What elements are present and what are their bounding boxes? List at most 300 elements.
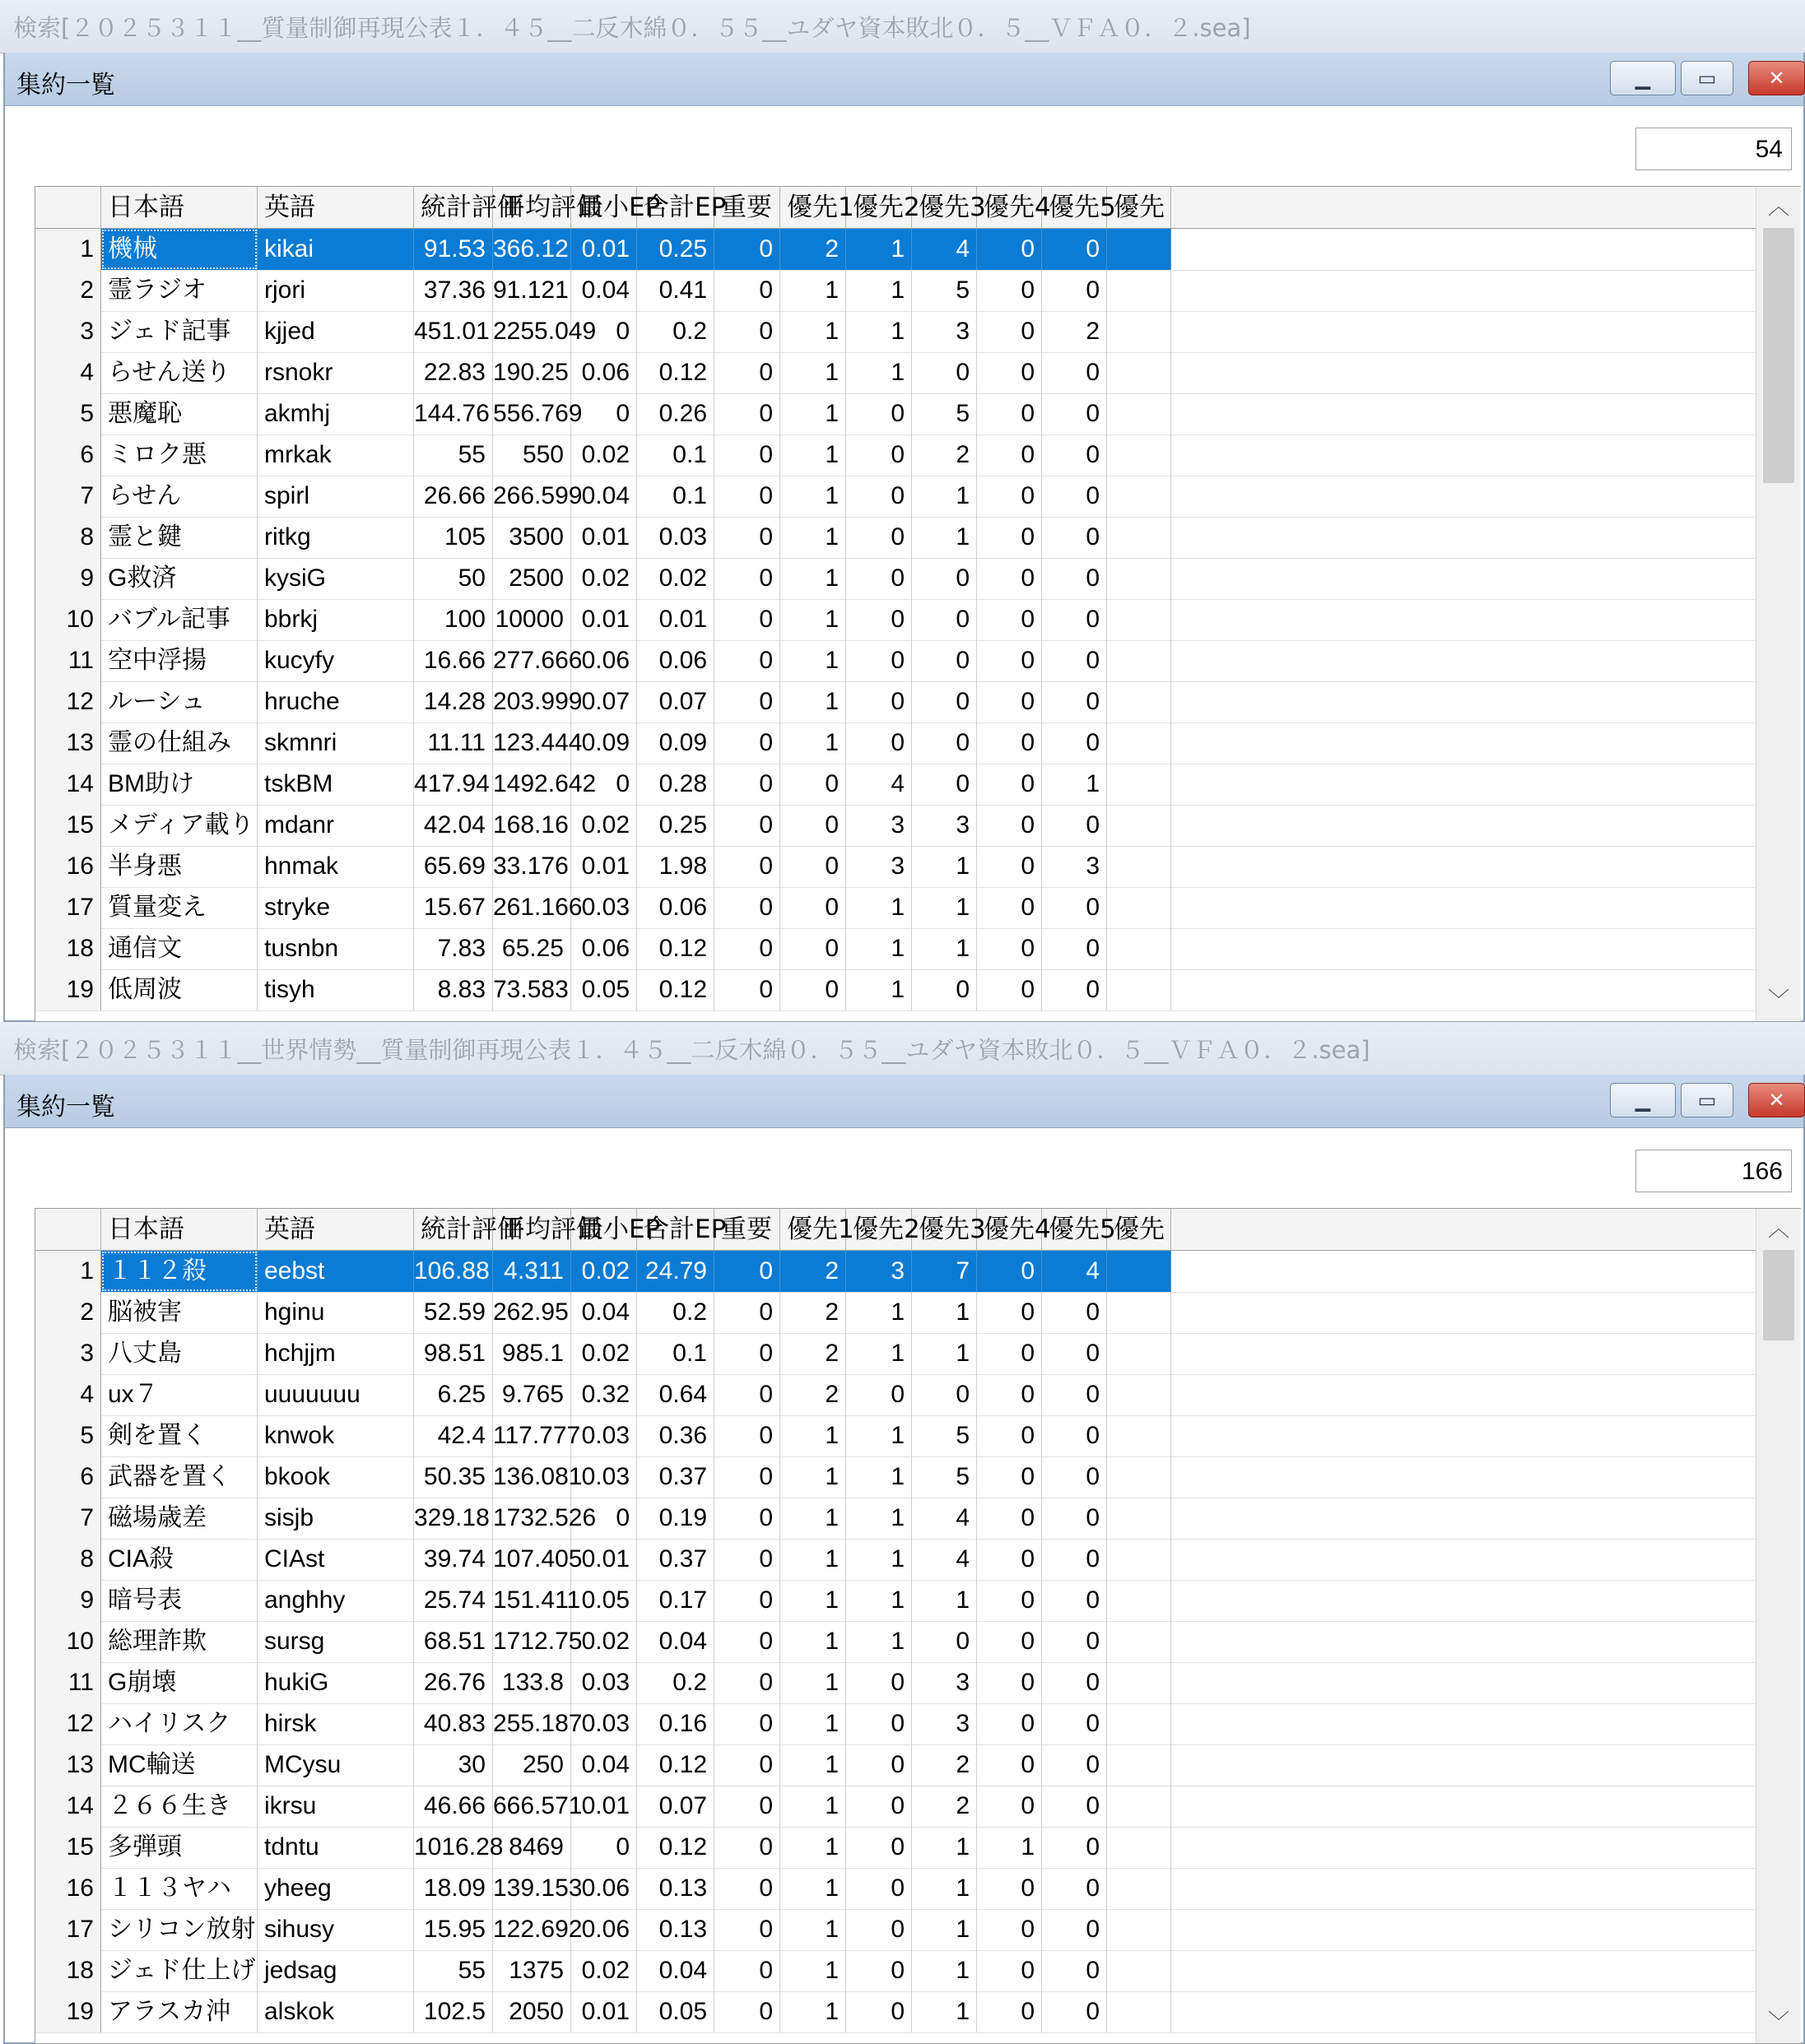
table-cell[interactable]: 0.01 xyxy=(571,1539,637,1580)
table-cell[interactable]: 0 xyxy=(1042,434,1107,476)
table-cell[interactable]: 0.02 xyxy=(571,1950,637,1991)
table-cell[interactable]: 0 xyxy=(714,1580,780,1621)
table-cell[interactable]: 0.03 xyxy=(571,887,637,928)
table-cell[interactable]: 3500 xyxy=(493,517,571,558)
table-cell[interactable]: 550 xyxy=(493,434,571,476)
table-cell[interactable]: 0.02 xyxy=(571,1251,637,1292)
table-cell[interactable]: sisjb xyxy=(258,1498,414,1539)
table-row[interactable] xyxy=(35,393,1756,435)
table-cell[interactable]: 0 xyxy=(714,229,780,270)
table-cell[interactable]: 0 xyxy=(1042,1374,1107,1415)
table-cell[interactable]: 1 xyxy=(846,1333,912,1374)
table-cell[interactable] xyxy=(1107,1415,1171,1456)
table-cell[interactable]: 4 xyxy=(912,1498,977,1539)
table-cell[interactable]: 0.06 xyxy=(571,640,637,681)
table-cell[interactable]: 203.999 xyxy=(493,681,571,722)
table-cell[interactable]: 105 xyxy=(414,517,493,558)
table-cell[interactable] xyxy=(1107,517,1171,558)
table-cell[interactable]: 106.88 xyxy=(414,1251,493,1292)
table-row[interactable] xyxy=(35,599,1756,641)
table-cell[interactable]: 0 xyxy=(571,393,637,434)
table-cell[interactable]: ジェド仕上げ xyxy=(101,1950,258,1991)
table-cell[interactable]: alskok xyxy=(258,1991,414,2032)
table-row[interactable] xyxy=(35,846,1756,888)
table-cell[interactable]: 0 xyxy=(571,764,637,805)
table-cell[interactable] xyxy=(1107,1539,1171,1580)
table-cell[interactable]: 0 xyxy=(1042,1827,1107,1868)
table-cell[interactable]: 0 xyxy=(977,1909,1042,1950)
table-cell[interactable]: 123.444 xyxy=(493,722,571,764)
table-cell[interactable]: 40.83 xyxy=(414,1703,493,1744)
table-cell[interactable]: 14.28 xyxy=(414,681,493,722)
table-cell[interactable]: 0.03 xyxy=(571,1662,637,1703)
table-cell[interactable]: 8.83 xyxy=(414,969,493,1010)
table-cell[interactable]: 0 xyxy=(714,764,780,805)
table-cell[interactable]: 0.12 xyxy=(637,928,714,969)
table-cell[interactable]: 266.599 xyxy=(493,476,571,517)
table-cell[interactable]: 0.12 xyxy=(637,352,714,393)
table-cell[interactable]: 22.83 xyxy=(414,352,493,393)
table-cell[interactable]: 1 xyxy=(780,1498,846,1539)
table-cell[interactable]: 0.02 xyxy=(571,558,637,599)
table-cell[interactable]: 0 xyxy=(714,558,780,599)
table-cell[interactable]: 68.51 xyxy=(414,1621,493,1662)
table-cell[interactable]: 0 xyxy=(846,1786,912,1827)
table-cell[interactable]: 50.35 xyxy=(414,1456,493,1498)
table-cell[interactable]: 1 xyxy=(912,1909,977,1950)
table-cell[interactable]: 1 xyxy=(780,1909,846,1950)
table-cell[interactable]: tskBM xyxy=(258,764,414,805)
record-count-field[interactable]: 54 xyxy=(1635,128,1792,170)
column-header[interactable]: 優先4 xyxy=(977,187,1042,228)
table-cell[interactable]: 0.12 xyxy=(637,969,714,1010)
column-header[interactable]: 優先 xyxy=(1107,187,1171,228)
table-cell[interactable]: 0 xyxy=(714,352,780,393)
table-cell[interactable]: 0 xyxy=(1042,1415,1107,1456)
table-cell[interactable]: 556.769 xyxy=(493,393,571,434)
table-cell[interactable]: 1 xyxy=(912,1580,977,1621)
table-cell[interactable]: CIAst xyxy=(258,1539,414,1580)
table-cell[interactable]: 133.8 xyxy=(493,1662,571,1703)
table-cell[interactable]: 1 xyxy=(780,1580,846,1621)
table-row[interactable] xyxy=(35,1415,1756,1457)
table-cell[interactable]: 168.16 xyxy=(493,805,571,846)
table-cell[interactable]: 0 xyxy=(714,722,780,764)
table-cell[interactable]: 1 xyxy=(780,434,846,476)
table-cell[interactable] xyxy=(1107,599,1171,640)
table-cell[interactable]: 0 xyxy=(714,1991,780,2032)
table-row[interactable] xyxy=(35,558,1756,600)
table-cell[interactable]: 33.176 xyxy=(493,846,571,887)
table-cell[interactable]: 0 xyxy=(846,1991,912,2032)
table-cell[interactable]: 0 xyxy=(846,393,912,434)
table-cell[interactable]: 0.01 xyxy=(637,599,714,640)
column-header[interactable]: 合計EP xyxy=(637,1209,714,1250)
table-cell[interactable]: 0.06 xyxy=(571,1909,637,1950)
table-cell[interactable]: 15.67 xyxy=(414,887,493,928)
table-cell[interactable]: 366.12 xyxy=(493,229,571,270)
table-cell[interactable]: 2 xyxy=(780,1251,846,1292)
table-cell[interactable]: 0 xyxy=(714,393,780,434)
table-cell[interactable]: 0 xyxy=(1042,640,1107,681)
table-cell[interactable]: 255.187 xyxy=(493,1703,571,1744)
column-header[interactable]: 統計評価 xyxy=(414,187,493,228)
table-cell[interactable]: 0 xyxy=(912,1374,977,1415)
table-cell[interactable]: 1 xyxy=(780,1950,846,1991)
table-cell[interactable]: 0 xyxy=(714,1498,780,1539)
table-cell[interactable]: 0 xyxy=(714,1456,780,1498)
table-cell[interactable]: 0.04 xyxy=(637,1950,714,1991)
table-cell[interactable]: 総理詐欺 xyxy=(101,1621,258,1662)
table-cell[interactable] xyxy=(1107,1662,1171,1703)
table-cell[interactable]: 1 xyxy=(780,270,846,311)
table-cell[interactable]: 0 xyxy=(846,681,912,722)
chevron-down-icon[interactable]: ﹀ xyxy=(1767,988,1789,1013)
table-cell[interactable]: 0 xyxy=(977,1703,1042,1744)
table-cell[interactable]: 0 xyxy=(1042,1580,1107,1621)
table-cell[interactable]: 2 xyxy=(1042,311,1107,352)
table-row[interactable] xyxy=(35,640,1756,682)
table-cell[interactable]: 0.17 xyxy=(637,1580,714,1621)
table-cell[interactable]: 1 xyxy=(912,476,977,517)
table-cell[interactable]: 1 xyxy=(912,517,977,558)
table-cell[interactable]: ハイリスク xyxy=(101,1703,258,1744)
table-cell[interactable]: 0 xyxy=(714,311,780,352)
vertical-scrollbar[interactable] xyxy=(1756,187,1801,1021)
table-cell[interactable]: uuuuuuu xyxy=(258,1374,414,1415)
table-row[interactable] xyxy=(35,1580,1756,1622)
table-cell[interactable]: spirl xyxy=(258,476,414,517)
table-cell[interactable]: 42.4 xyxy=(414,1415,493,1456)
table-cell[interactable]: 0 xyxy=(977,1662,1042,1703)
table-cell[interactable]: 1 xyxy=(846,1580,912,1621)
table-cell[interactable]: 0 xyxy=(977,434,1042,476)
table-cell[interactable]: jedsag xyxy=(258,1950,414,1991)
table-cell[interactable]: 1 xyxy=(912,1292,977,1333)
table-cell[interactable]: 30 xyxy=(414,1744,493,1786)
table-cell[interactable] xyxy=(1107,805,1171,846)
table-cell[interactable]: skmnri xyxy=(258,722,414,764)
table-cell[interactable]: 0.02 xyxy=(571,1621,637,1662)
table-cell[interactable]: 0.06 xyxy=(637,887,714,928)
table-cell[interactable]: anghhy xyxy=(258,1580,414,1621)
table-cell[interactable]: 2 xyxy=(780,1292,846,1333)
table-cell[interactable]: 0 xyxy=(977,1456,1042,1498)
table-cell[interactable]: ルーシュ xyxy=(101,681,258,722)
close-button[interactable] xyxy=(1748,1083,1805,1117)
table-cell[interactable]: 55 xyxy=(414,434,493,476)
table-cell[interactable]: １１２殺 xyxy=(101,1251,258,1292)
table-cell[interactable] xyxy=(1107,1456,1171,1498)
table-cell[interactable]: 39.74 xyxy=(414,1539,493,1580)
table-cell[interactable]: 0 xyxy=(1042,969,1107,1010)
column-header[interactable]: 優先4 xyxy=(977,1209,1042,1250)
table-cell[interactable]: 151.411 xyxy=(493,1580,571,1621)
table-cell[interactable]: 1016.28 xyxy=(414,1827,493,1868)
table-cell[interactable] xyxy=(1107,558,1171,599)
table-row[interactable] xyxy=(35,1786,1756,1828)
table-cell[interactable]: mrkak xyxy=(258,434,414,476)
table-cell[interactable] xyxy=(1107,1621,1171,1662)
table-cell[interactable]: 0.01 xyxy=(571,599,637,640)
table-cell[interactable]: 0 xyxy=(1042,805,1107,846)
table-cell[interactable]: 0.26 xyxy=(637,393,714,434)
table-cell[interactable]: 0 xyxy=(977,722,1042,764)
table-cell[interactable]: rjori xyxy=(258,270,414,311)
table-cell[interactable]: 0 xyxy=(846,517,912,558)
column-header[interactable]: 優先3 xyxy=(912,187,977,228)
table-cell[interactable]: 1 xyxy=(780,1415,846,1456)
table-row[interactable] xyxy=(35,887,1756,929)
column-header[interactable]: 優先 xyxy=(1107,1209,1171,1250)
table-cell[interactable] xyxy=(1107,764,1171,805)
table-cell[interactable]: 139.153 xyxy=(493,1868,571,1909)
table-cell[interactable]: 2 xyxy=(912,1744,977,1786)
table-cell[interactable]: 0 xyxy=(977,1621,1042,1662)
table-cell[interactable]: 3 xyxy=(912,1703,977,1744)
table-cell[interactable]: 91.53 xyxy=(414,229,493,270)
table-cell[interactable]: 4.311 xyxy=(493,1251,571,1292)
table-cell[interactable]: 0 xyxy=(1042,1498,1107,1539)
table-cell[interactable]: 4 xyxy=(912,229,977,270)
table-row[interactable] xyxy=(35,1539,1756,1581)
table-cell[interactable]: 55 xyxy=(414,1950,493,1991)
table-cell[interactable]: 0 xyxy=(714,1333,780,1374)
table-cell[interactable]: BM助け xyxy=(101,764,258,805)
table-cell[interactable] xyxy=(1107,352,1171,393)
table-cell[interactable]: 0 xyxy=(846,722,912,764)
table-cell[interactable]: 3 xyxy=(912,805,977,846)
table-cell[interactable] xyxy=(1107,270,1171,311)
table-cell[interactable] xyxy=(1107,722,1171,764)
table-cell[interactable]: 八丈島 xyxy=(101,1333,258,1374)
table-cell[interactable]: 1 xyxy=(912,846,977,887)
table-cell[interactable]: 0 xyxy=(977,1744,1042,1786)
table-cell[interactable]: 0.01 xyxy=(571,517,637,558)
table-cell[interactable]: 1 xyxy=(912,1991,977,2032)
table-cell[interactable]: 霊の仕組み xyxy=(101,722,258,764)
table-cell[interactable]: 0.1 xyxy=(637,476,714,517)
table-cell[interactable]: 0.06 xyxy=(571,352,637,393)
table-row-selected[interactable] xyxy=(35,229,1756,271)
table-cell[interactable]: 0 xyxy=(714,1909,780,1950)
table-cell[interactable]: bkook xyxy=(258,1456,414,1498)
table-cell[interactable]: bbrkj xyxy=(258,599,414,640)
table-cell[interactable]: eebst xyxy=(258,1251,414,1292)
table-cell[interactable]: 1 xyxy=(846,1621,912,1662)
table-cell[interactable]: 1.98 xyxy=(637,846,714,887)
table-cell[interactable]: 0.04 xyxy=(571,1744,637,1786)
vertical-scrollbar[interactable] xyxy=(1756,1209,1801,2043)
table-cell[interactable]: 0 xyxy=(846,640,912,681)
table-row[interactable] xyxy=(35,311,1756,353)
column-header[interactable]: 平均評価 xyxy=(493,187,571,228)
table-cell[interactable]: 1 xyxy=(912,1868,977,1909)
table-cell[interactable]: 1712.75 xyxy=(493,1621,571,1662)
table-cell[interactable]: 5 xyxy=(912,1415,977,1456)
table-cell[interactable]: 1 xyxy=(780,1991,846,2032)
table-cell[interactable]: 0 xyxy=(846,1868,912,1909)
table-cell[interactable]: 0 xyxy=(977,1868,1042,1909)
table-cell[interactable]: 1 xyxy=(780,517,846,558)
table-cell[interactable] xyxy=(1107,1498,1171,1539)
table-cell[interactable]: 0.03 xyxy=(637,517,714,558)
table-cell[interactable]: 0 xyxy=(714,1621,780,1662)
table-cell[interactable]: 144.76 xyxy=(414,393,493,434)
table-row[interactable] xyxy=(35,764,1756,806)
table-cell[interactable] xyxy=(1107,887,1171,928)
table-cell[interactable]: 0 xyxy=(846,476,912,517)
table-cell[interactable]: hnmak xyxy=(258,846,414,887)
table-cell[interactable]: 0 xyxy=(846,434,912,476)
table-cell[interactable]: 261.166 xyxy=(493,887,571,928)
table-cell[interactable]: 3 xyxy=(1042,846,1107,887)
table-cell[interactable]: 0 xyxy=(714,969,780,1010)
table-cell[interactable]: 0 xyxy=(977,1498,1042,1539)
table-cell[interactable]: 1 xyxy=(780,1456,846,1498)
table-cell[interactable]: 0 xyxy=(1042,1868,1107,1909)
table-cell[interactable]: 0 xyxy=(912,722,977,764)
table-cell[interactable]: 0 xyxy=(912,969,977,1010)
column-header[interactable]: 重要 xyxy=(714,187,780,228)
table-cell[interactable]: 0 xyxy=(714,434,780,476)
table-cell[interactable]: 11.11 xyxy=(414,722,493,764)
table-cell[interactable]: 1 xyxy=(846,1415,912,1456)
column-header[interactable]: 英語 xyxy=(258,1209,414,1250)
table-row[interactable] xyxy=(35,1827,1756,1869)
table-cell[interactable] xyxy=(1107,1333,1171,1374)
table-cell[interactable]: 1 xyxy=(780,352,846,393)
table-cell[interactable]: 26.66 xyxy=(414,476,493,517)
table-cell[interactable]: 0 xyxy=(977,969,1042,1010)
table-cell[interactable]: 0 xyxy=(714,270,780,311)
table-cell[interactable]: 0 xyxy=(977,928,1042,969)
table-cell[interactable]: 1 xyxy=(912,1333,977,1374)
column-header[interactable]: 重要 xyxy=(714,1209,780,1250)
summary-window-title-bar[interactable] xyxy=(5,53,1803,106)
table-cell[interactable]: 0 xyxy=(977,764,1042,805)
table-cell[interactable] xyxy=(1107,681,1171,722)
table-cell[interactable]: 1 xyxy=(1042,764,1107,805)
table-cell[interactable]: 98.51 xyxy=(414,1333,493,1374)
table-cell[interactable]: 65.25 xyxy=(493,928,571,969)
table-cell[interactable]: 277.666 xyxy=(493,640,571,681)
table-cell[interactable] xyxy=(1107,1251,1171,1292)
table-cell[interactable] xyxy=(1107,1868,1171,1909)
table-cell[interactable] xyxy=(1107,1744,1171,1786)
table-cell[interactable]: 2500 xyxy=(493,558,571,599)
table-cell[interactable]: 1 xyxy=(846,928,912,969)
table-cell[interactable]: 0.36 xyxy=(637,1415,714,1456)
table-cell[interactable]: 0.07 xyxy=(637,1786,714,1827)
column-header[interactable]: 統計評価 xyxy=(414,1209,493,1250)
table-cell[interactable]: 0 xyxy=(977,229,1042,270)
table-cell[interactable]: 0.37 xyxy=(637,1456,714,1498)
table-cell[interactable]: 0.13 xyxy=(637,1909,714,1950)
table-cell[interactable]: 0 xyxy=(977,1950,1042,1991)
table-cell[interactable]: 0 xyxy=(571,311,637,352)
table-cell[interactable] xyxy=(1107,229,1171,270)
table-cell[interactable]: 質量変え xyxy=(101,887,258,928)
table-cell[interactable]: 0 xyxy=(714,1539,780,1580)
table-cell[interactable]: 0 xyxy=(977,887,1042,928)
table-cell[interactable] xyxy=(1107,928,1171,969)
column-header[interactable]: 優先2 xyxy=(846,1209,912,1250)
chevron-up-icon[interactable]: ︿ xyxy=(1767,1217,1789,1242)
table-cell[interactable]: 91.121 xyxy=(493,270,571,311)
table-cell[interactable]: 0.04 xyxy=(637,1621,714,1662)
table-cell[interactable]: 0 xyxy=(912,640,977,681)
table-cell[interactable]: sursg xyxy=(258,1621,414,1662)
table-cell[interactable]: 0 xyxy=(714,681,780,722)
table-cell[interactable]: 1 xyxy=(780,311,846,352)
table-cell[interactable]: 0.28 xyxy=(637,764,714,805)
table-cell[interactable] xyxy=(1107,846,1171,887)
table-cell[interactable]: 0.06 xyxy=(571,928,637,969)
table-cell[interactable] xyxy=(1107,393,1171,434)
table-cell[interactable]: 0 xyxy=(1042,517,1107,558)
table-row[interactable] xyxy=(35,1868,1756,1910)
table-cell[interactable]: 1 xyxy=(846,311,912,352)
table-row[interactable] xyxy=(35,434,1756,476)
table-cell[interactable]: 1 xyxy=(846,887,912,928)
table-cell[interactable]: 0 xyxy=(977,640,1042,681)
table-cell[interactable]: G崩壊 xyxy=(101,1662,258,1703)
table-cell[interactable]: 0 xyxy=(1042,1744,1107,1786)
table-cell[interactable]: MCysu xyxy=(258,1744,414,1786)
table-cell[interactable]: 25.74 xyxy=(414,1580,493,1621)
table-cell[interactable]: 0.01 xyxy=(571,229,637,270)
table-cell[interactable]: 0 xyxy=(714,846,780,887)
table-cell[interactable]: 8469 xyxy=(493,1827,571,1868)
table-cell[interactable]: tusnbn xyxy=(258,928,414,969)
table-cell[interactable]: 0 xyxy=(977,1991,1042,2032)
table-cell[interactable]: 0.02 xyxy=(571,1333,637,1374)
table-cell[interactable]: 0 xyxy=(977,517,1042,558)
table-cell[interactable]: 1375 xyxy=(493,1950,571,1991)
table-cell[interactable] xyxy=(1107,1580,1171,1621)
table-cell[interactable]: 0 xyxy=(846,1827,912,1868)
table-cell[interactable]: 6.25 xyxy=(414,1374,493,1415)
table-cell[interactable]: mdanr xyxy=(258,805,414,846)
table-cell[interactable]: 0 xyxy=(780,928,846,969)
table-cell[interactable]: 0 xyxy=(912,1621,977,1662)
table-cell[interactable]: 剣を置く xyxy=(101,1415,258,1456)
table-cell[interactable]: 0.19 xyxy=(637,1498,714,1539)
table-cell[interactable] xyxy=(1107,1909,1171,1950)
table-cell[interactable]: 0.02 xyxy=(571,434,637,476)
column-header[interactable]: 優先3 xyxy=(912,1209,977,1250)
table-cell[interactable] xyxy=(1107,1374,1171,1415)
table-cell[interactable]: 0 xyxy=(714,1786,780,1827)
table-cell[interactable]: 107.405 xyxy=(493,1539,571,1580)
table-cell[interactable]: 脳被害 xyxy=(101,1292,258,1333)
table-cell[interactable]: 0 xyxy=(977,1374,1042,1415)
table-cell[interactable]: 0.2 xyxy=(637,1292,714,1333)
table-cell[interactable]: 暗号表 xyxy=(101,1580,258,1621)
table-cell[interactable]: 0 xyxy=(714,1374,780,1415)
table-cell[interactable]: 0 xyxy=(977,1786,1042,1827)
table-cell[interactable]: 262.95 xyxy=(493,1292,571,1333)
table-cell[interactable]: 42.04 xyxy=(414,805,493,846)
table-cell[interactable]: 0.16 xyxy=(637,1703,714,1744)
table-cell[interactable]: 2 xyxy=(780,1333,846,1374)
table-cell[interactable]: ２６６生き xyxy=(101,1786,258,1827)
table-cell[interactable]: 1 xyxy=(780,1868,846,1909)
table-cell[interactable]: 0.05 xyxy=(571,1580,637,1621)
table-cell[interactable] xyxy=(1107,1292,1171,1333)
table-cell[interactable]: 0 xyxy=(714,517,780,558)
